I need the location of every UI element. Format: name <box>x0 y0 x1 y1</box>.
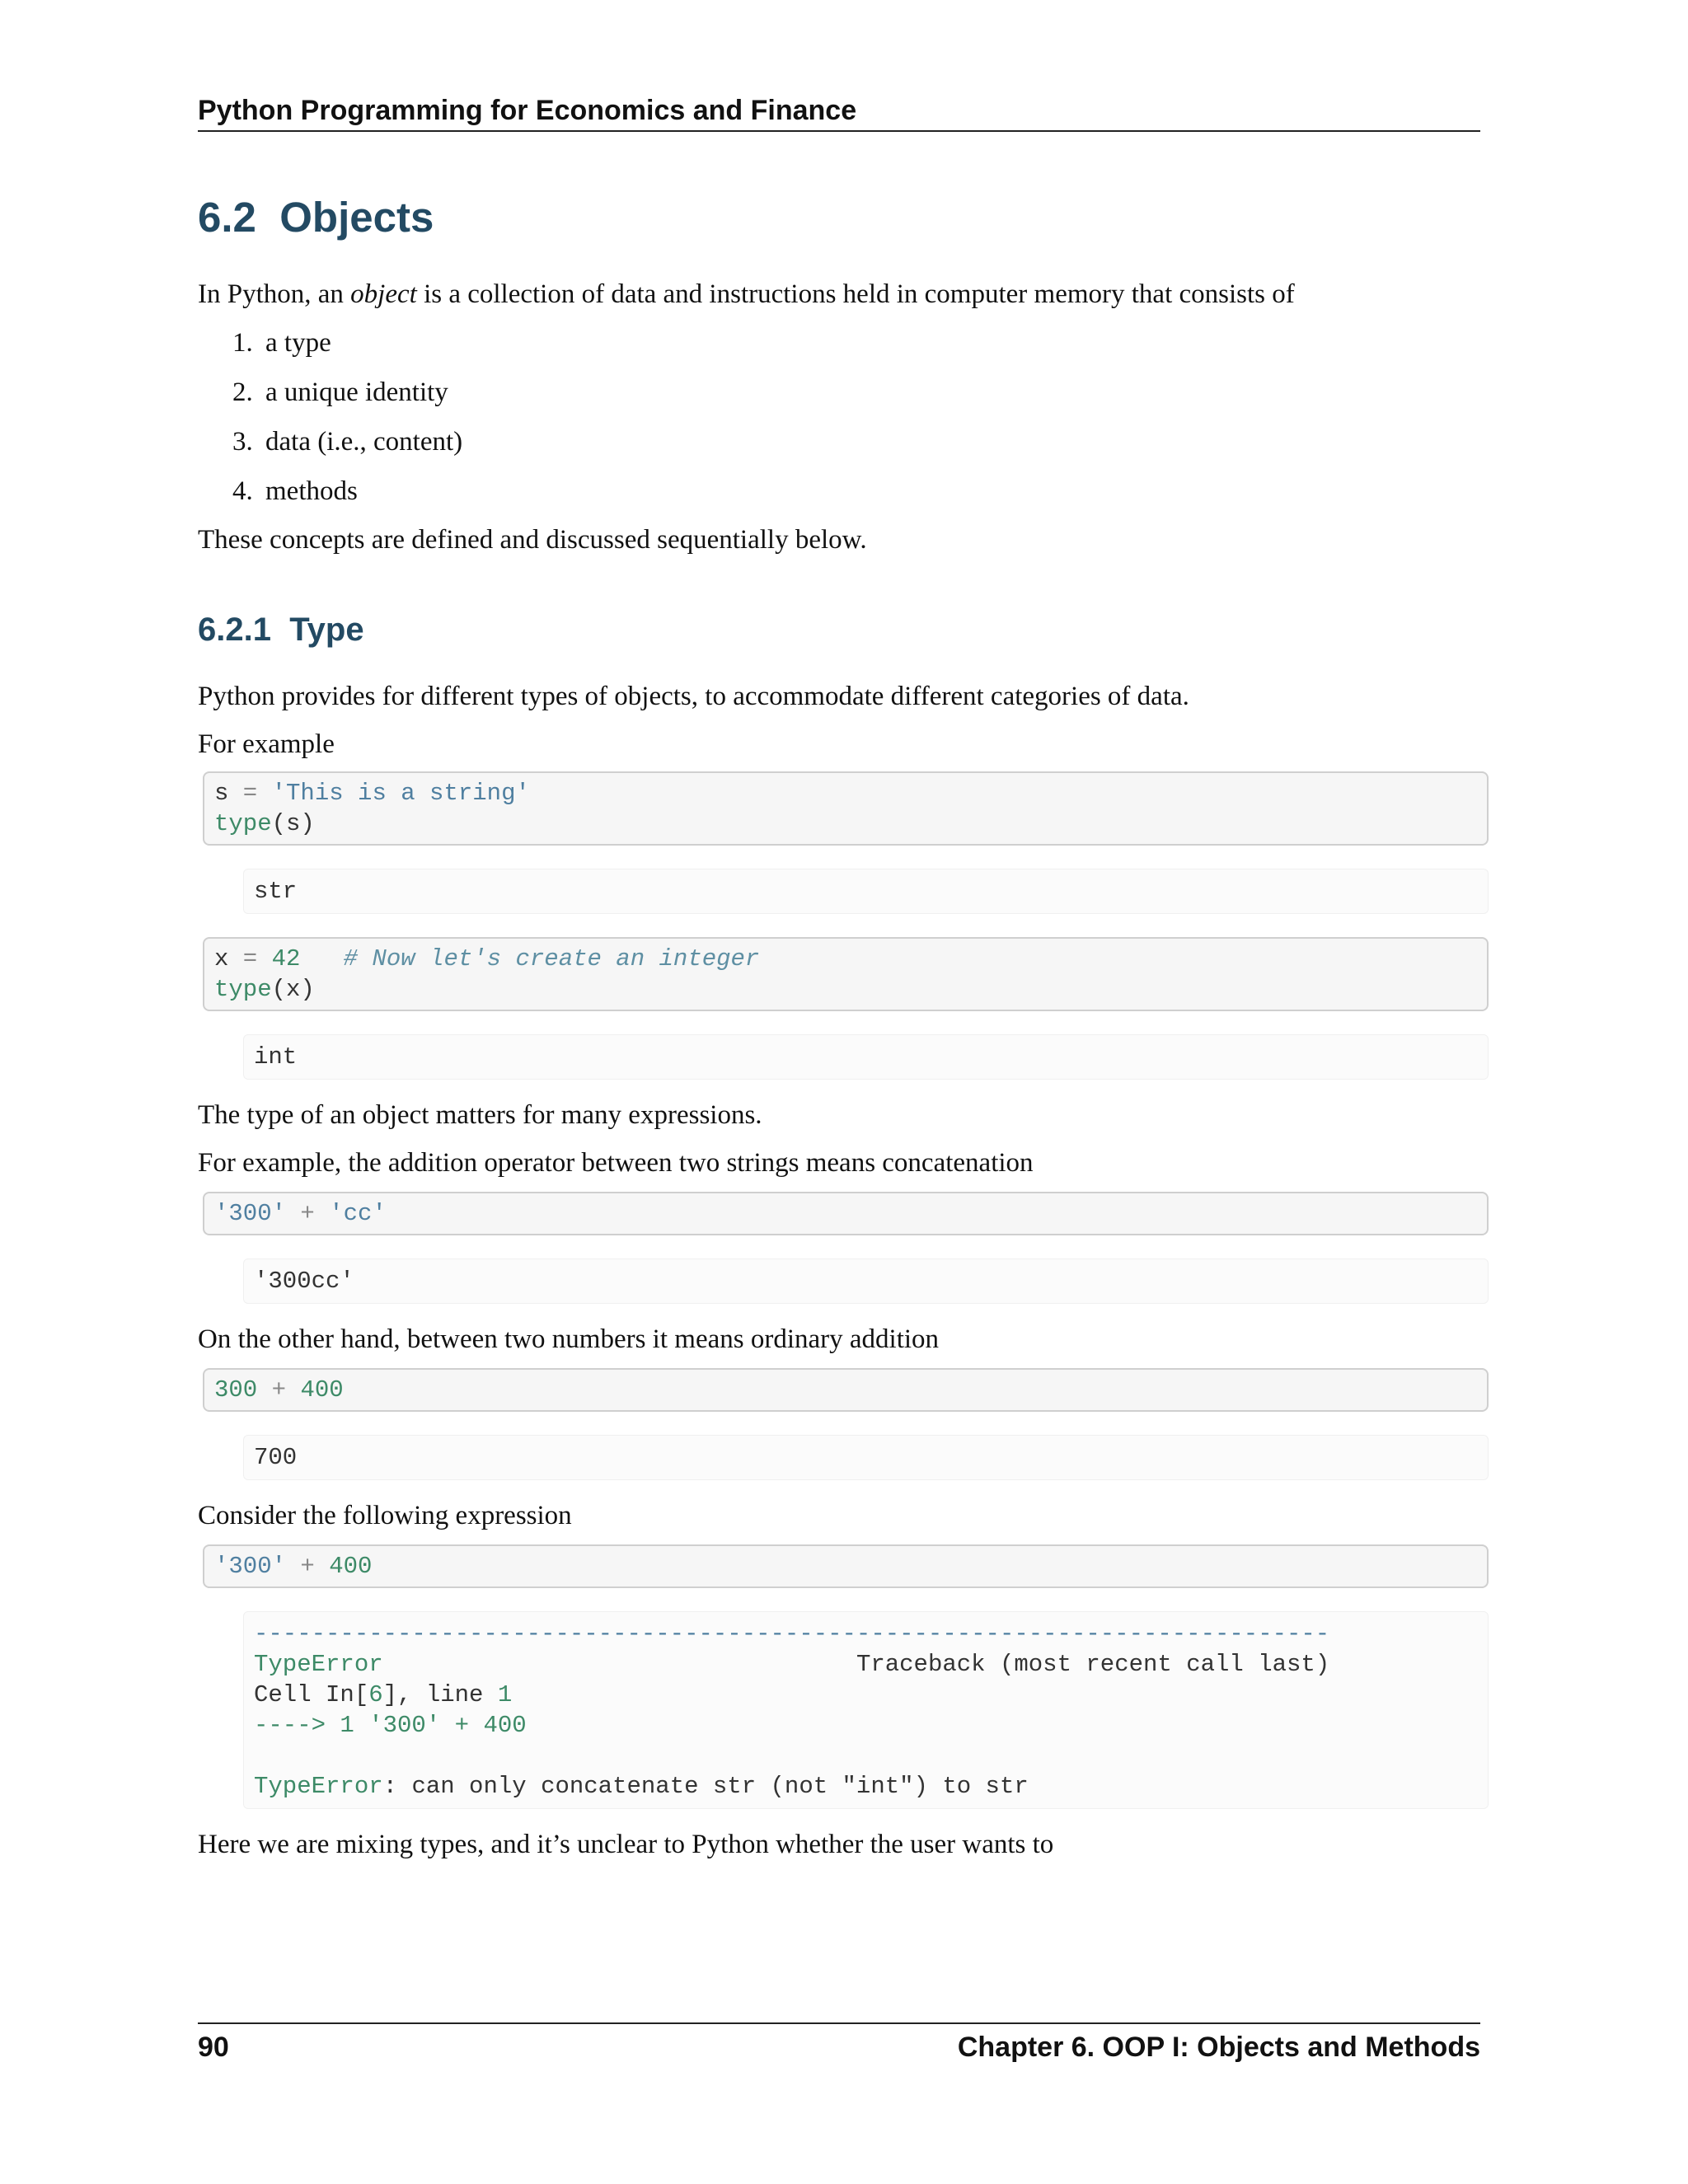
code-cell-addition[interactable]: 300 + 400 <box>203 1368 1489 1412</box>
list-item: 2. a unique identity <box>232 377 448 407</box>
page-number: 90 <box>198 2032 229 2063</box>
code-cell-concat[interactable]: '300' + 'cc' <box>203 1192 1489 1235</box>
traceback-output: --------------------------------------------------------------------------- TypeError Traceback (most recent call last) Cell In[6], line 1 ----> 1 '300' + 400 TypeError: can only concatenate str (not "int") to str <box>243 1611 1489 1809</box>
section-heading <box>198 188 1480 247</box>
code-cell-mixed[interactable]: '300' + 400 <box>203 1544 1489 1588</box>
for-example-paragraph: For example <box>198 729 335 759</box>
type-paragraph: Python provides for different types of objects, to accommodate different categories of data. <box>198 682 1189 711</box>
list-item: 4. methods <box>232 476 358 506</box>
list-item: 1. a type <box>232 328 331 358</box>
subsection-heading: 6.2.1 Type <box>198 612 364 648</box>
consider-paragraph: Consider the following expression <box>198 1501 572 1530</box>
object-term: object <box>350 279 417 309</box>
content <box>198 188 1480 1868</box>
page <box>198 0 1480 2184</box>
matters-paragraph: The type of an object matters for many expressions. <box>198 1100 762 1130</box>
mixing-paragraph: Here we are mixing types, and it’s unclear to Python whether the user wants to <box>198 1830 1054 1859</box>
page-footer <box>198 2022 1480 2065</box>
output-cell-int: int <box>243 1034 1489 1080</box>
intro-paragraph: In Python, an object is a collection of data and instructions held in computer memory that consists of <box>198 279 1295 309</box>
chapter-title: Chapter 6. OOP I: Objects and Methods <box>957 2032 1480 2063</box>
section-number: 6.2 <box>198 194 256 241</box>
ordinary-addition-paragraph: On the other hand, between two numbers it means ordinary addition <box>198 1324 940 1354</box>
output-cell-str: str <box>243 869 1489 914</box>
concat-paragraph: For example, the addition operator between two strings means concatenation <box>198 1148 1034 1178</box>
concepts-paragraph: These concepts are defined and discussed sequentially below. <box>198 525 867 555</box>
code-cell-string[interactable]: s = 'This is a string' type(s) <box>203 771 1489 846</box>
running-header: Python Programming for Economics and Finance <box>198 92 1480 132</box>
output-cell-addition: 700 <box>243 1435 1489 1480</box>
section-title: Objects <box>279 194 434 241</box>
list-item: 3. data (i.e., content) <box>232 427 463 457</box>
code-cell-integer[interactable]: x = 42 # Now let's create an integer type(x) <box>203 937 1489 1011</box>
output-cell-concat: '300cc' <box>243 1258 1489 1304</box>
object-components-list <box>198 318 1480 516</box>
